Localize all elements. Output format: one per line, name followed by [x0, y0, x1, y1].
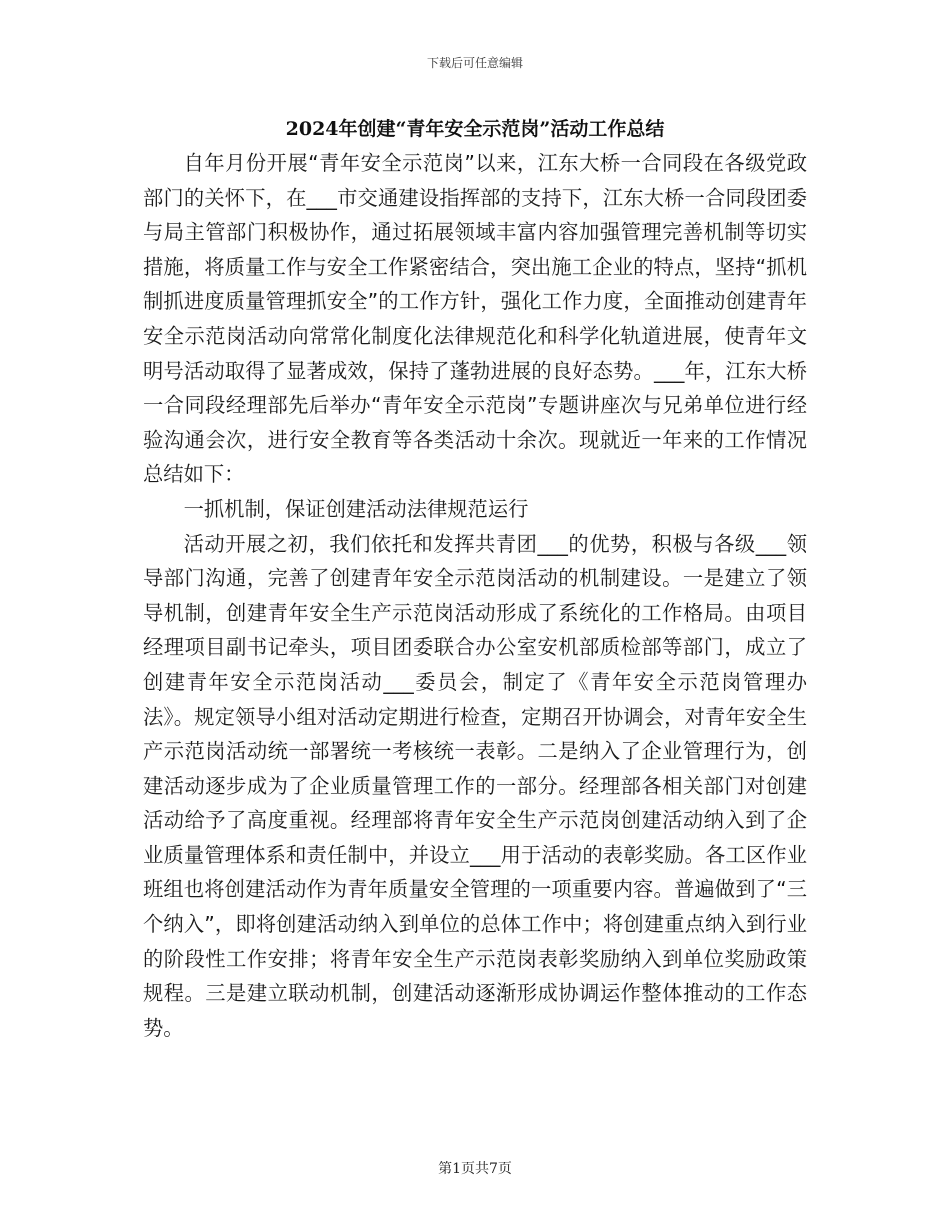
paragraph-intro: 自年月份开展“青年安全示范岗”以来，江东大桥一合同段在各级党政部门的关怀下，在___市交通建设指挥部的支持下，江东大桥一合同段团委与局主管部门积极协作，通过拓展领域丰富内容加强管理完善机制等切实措施，将质量工作与安全工作紧密结合，突出施工企业的特点，坚持“抓机制抓进度质量管理抓安全”的工作方针，强化工作力度，全面推动创建青年安全示范岗活动向常常化制度化法律规范化和科学化轨道进展，使青年文明号活动取得了显著成效，保持了蓬勃进展的良好态势。___年，江东大桥一合同段经理部先后举办“青年安全示范岗”专题讲座次与兄弟单位进行经验沟通会次，进行安全教育等各类活动十余次。现就近一年来的工作情况总结如下： [143, 151, 807, 487]
document-body [143, 146, 807, 1045]
header-note: 下载后可任意编辑 [426, 56, 523, 70]
section-heading: 一抓机制，保证创建活动法律规范运行 [183, 496, 529, 521]
paragraph-mechanism: 活动开展之初，我们依托和发挥共青团___的优势，积极与各级___领导部门沟通，完善了创建青年安全示范岗活动的机制建设。一是建立了领导机制，创建青年安全生产示范岗活动形成了系统化的工作格局。由项目经理项目副书记牵头，项目团委联合办公室安机部质检部等部门，成立了创建青年安全示范岗活动___委员会，制定了《青年安全示范岗管理办法》。规定领导小组对活动定期进行检查，定期召开协调会，对青年安全生产示范岗活动统一部署统一考核统一表彰。二是纳入了企业管理行为，创建活动逐步成为了企业质量管理工作的一部分。经理部各相关部门对创建活动给予了高度重视。经理部将青年安全生产示范岗创建活动纳入到了企业质量管理体系和责任制中，并设立___用于活动的表彰奖励。各工区作业班组也将创建活动作为青年质量安全管理的一项重要内容。普遍做到了“三个纳入”，即将创建活动纳入到单位的总体工作中；将创建重点纳入到行业的阶段性工作安排；将青年安全生产示范岗表彰奖励纳入到单位奖励政策规程。三是建立联动机制，创建活动逐渐形成协调运作整体推动的工作态势。 [143, 531, 807, 1040]
page-footer: 第1页共7页 [438, 1161, 512, 1177]
document-title: 2024年创建“青年安全示范岗”活动工作总结 [285, 118, 665, 140]
